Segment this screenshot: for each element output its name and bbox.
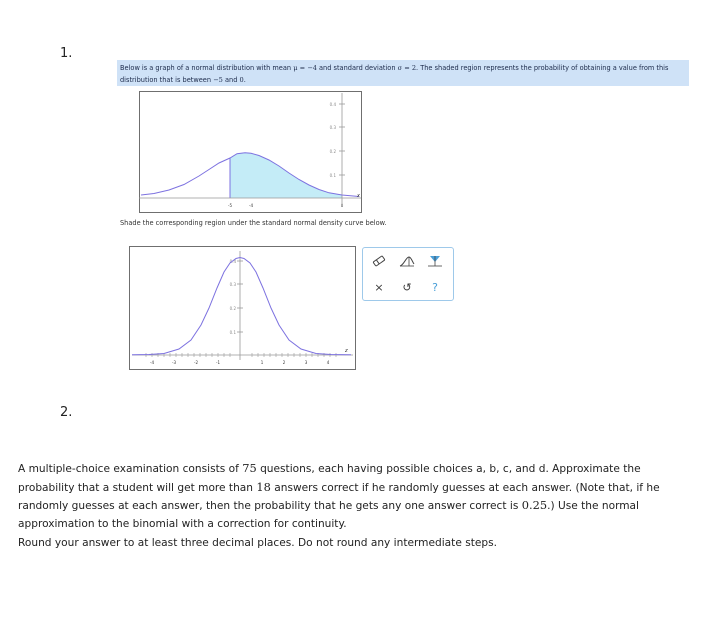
z-axis-variable: z: [345, 348, 348, 354]
shade-instruction: Shade the corresponding region under the standard normal density curve below.: [120, 219, 387, 227]
left-tail-tool[interactable]: [397, 252, 417, 270]
y-tick-label: 0.1: [329, 173, 336, 178]
upper-bound: 0: [239, 76, 244, 84]
shading-toolbox: [362, 247, 454, 301]
y-tick-label: 0.3: [329, 125, 336, 130]
eraser-icon: [372, 255, 386, 267]
z-label: 3: [304, 360, 308, 365]
question-1-number: 1.: [60, 46, 73, 61]
rounding-instruction: Round your answer to at least three decimal places. Do not round any intermediate steps.: [18, 537, 498, 549]
clear-button[interactable]: [369, 278, 389, 296]
num-questions: 75: [242, 461, 257, 475]
standard-normal-graph[interactable]: [129, 246, 356, 370]
q2-part: answers correct if he randomly guesses at each answer. (Note that, if he randomly guesses at each answer, then the probability that he gets any one answer correct is: [18, 481, 660, 512]
x-label-minus-4: -4: [249, 203, 253, 208]
undo-icon: ↺: [402, 280, 412, 294]
lower-bound: −5: [213, 76, 223, 84]
question-1-prompt: [120, 62, 690, 86]
prompt-part: .: [243, 76, 246, 84]
mean-value: μ = −4: [293, 64, 317, 72]
answers-threshold: 18: [256, 479, 271, 494]
help-button[interactable]: [425, 278, 445, 296]
q2-part: .) Use the normal approximation to the binomial with a correction for continuity.: [18, 500, 639, 530]
z-label: -1: [216, 360, 220, 365]
x-label-0: 0: [340, 203, 344, 208]
q2-part: questions, each having possible choices a, b, c, and d. Approximate the probability that a student will get more than: [18, 463, 641, 494]
z-label: 2: [282, 360, 286, 365]
undo-button[interactable]: [397, 278, 417, 296]
z-label: -3: [172, 360, 176, 365]
prompt-part: . The shaded region represents the probability of obtaining a value from this distribution that is between: [120, 64, 669, 84]
x-axis-variable: x: [357, 193, 360, 199]
y-tick-label: 0.2: [329, 149, 336, 154]
prompt-part: and standard deviation: [316, 64, 398, 72]
z-label: 1: [260, 360, 264, 365]
y-tick-label: 0.1: [229, 330, 236, 335]
y-tick-label: 0.3: [229, 282, 236, 287]
eraser-tool[interactable]: [369, 252, 389, 270]
prompt-part: and: [222, 76, 240, 84]
close-icon: ×: [374, 280, 384, 294]
normal-distribution-graph: [139, 91, 362, 213]
z-label: 4: [326, 360, 330, 365]
y-tick-label: 0.4: [229, 259, 236, 264]
question-2-text: [18, 460, 698, 533]
probability-correct: 0.25: [521, 498, 548, 512]
help-icon: ?: [432, 280, 438, 294]
prompt-part: Below is a graph of a normal distribution with mean: [120, 64, 294, 72]
y-tick-label: 0.4: [329, 102, 336, 107]
x-label-minus-5: -5: [228, 203, 232, 208]
y-tick-label: 0.2: [229, 306, 236, 311]
sd-value: σ = 2: [397, 64, 417, 72]
q2-part: A multiple-choice examination consists of: [18, 463, 243, 475]
right-tail-tool[interactable]: [425, 252, 445, 270]
right-tail-icon: [427, 255, 443, 267]
question-2-number: 2.: [60, 405, 73, 420]
left-tail-icon: [399, 255, 415, 267]
z-label: -2: [194, 360, 198, 365]
z-label: -4: [150, 360, 154, 365]
